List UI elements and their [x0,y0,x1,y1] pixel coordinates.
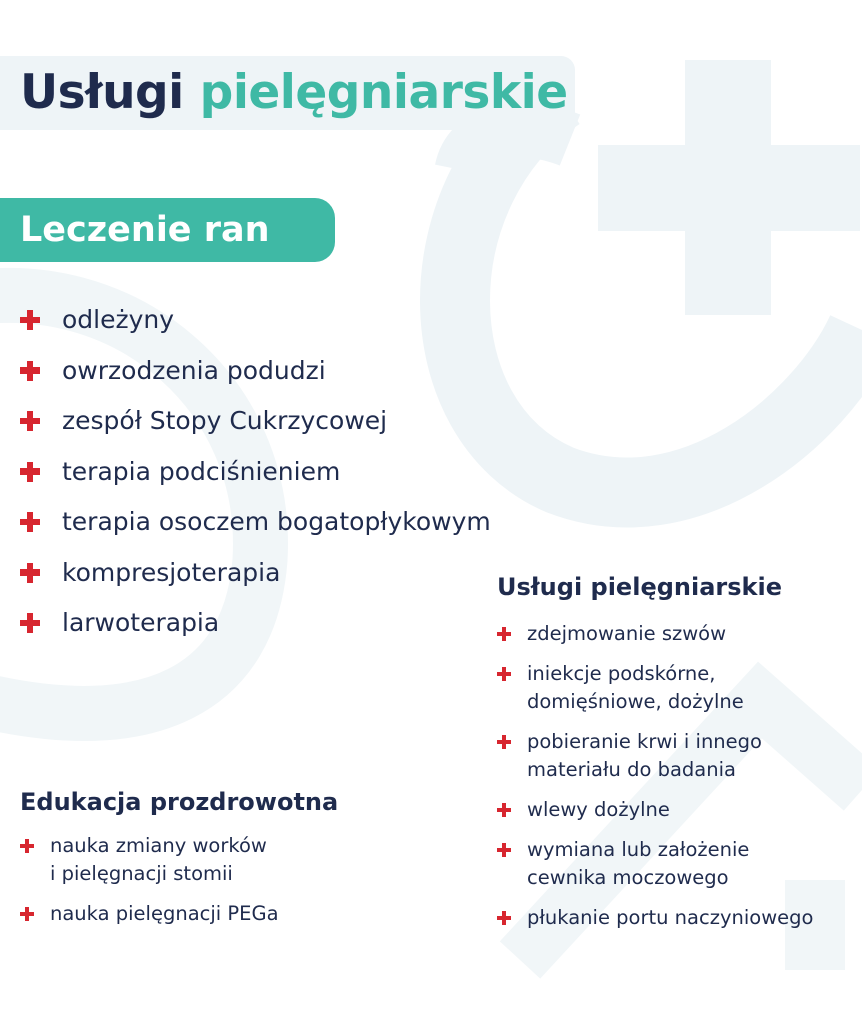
list-item [497,620,813,648]
list-item-label-line-2: cewnika moczowego [527,866,729,889]
list-item-label: larwoterapia [62,608,220,637]
list-item [497,660,813,716]
list-item [497,836,813,892]
medical-cross-icon-bar [598,145,860,231]
red-cross-icon [497,627,511,641]
wound-care-heading-pill [0,198,335,262]
health-education-heading: Edukacja prozdrowotna [20,788,339,816]
red-cross-icon [497,843,511,857]
list-item-label: płukanie portu naczyniowego [527,906,814,929]
list-item [18,401,491,452]
list-item [18,502,491,553]
list-item-label: zdejmowanie szwów [527,622,727,645]
list-item-label: nauka zmiany worków [50,834,267,857]
list-item-label: terapia podciśnieniem [62,456,341,486]
list-item-label: terapia osoczem bogatopłykowym [62,507,491,536]
nursing-services-heading: Usługi pielęgniarskie [497,573,782,601]
list-item-label-line-2: i pielęgnacji stomii [50,862,233,885]
title-part-1: Usługi [20,65,184,120]
list-item-label: iniekcje podskórne, [527,662,716,685]
list-item [497,728,813,784]
list-item-label: nauka pielęgnacji PEGa [50,902,279,925]
red-cross-icon [20,613,40,633]
list-item [18,351,491,402]
red-cross-icon [20,411,40,431]
list-item [18,603,491,654]
list-item [18,553,491,604]
red-cross-icon [20,462,40,482]
list-item-label-line-2: materiału do badania [527,758,736,781]
wound-care-list [18,300,491,654]
list-item-label: wlewy dożylne [527,798,670,821]
list-item-label: wymiana lub założenie [527,838,750,861]
red-cross-icon [20,512,40,532]
list-item-label: kompresjoterapia [62,557,281,587]
list-item [20,832,279,888]
wound-care-heading: Leczenie ran [20,210,270,250]
red-cross-icon [20,563,40,583]
red-cross-icon [20,361,40,381]
title-part-2: pielęgniarskie [199,65,568,120]
red-cross-icon [497,911,511,925]
list-item-label: zespół Stopy Cukrzycowej [62,406,388,435]
list-item [18,452,491,503]
red-cross-icon [20,907,34,921]
list-item-label: owrzodzenia podudzi [62,355,326,385]
red-cross-icon [20,839,34,853]
list-item [497,904,813,932]
red-cross-icon [497,803,511,817]
list-item-label-line-2: domięśniowe, dożylne [527,690,744,713]
list-item [497,796,813,824]
nursing-services-list [497,620,813,944]
red-cross-icon [20,310,40,330]
red-cross-icon [497,667,511,681]
list-item-label: odleżyny [62,305,175,334]
page-title [20,58,568,128]
list-item-label: pobieranie krwi i innego [527,730,762,753]
list-item [18,300,491,351]
red-cross-icon [497,735,511,749]
list-item [20,900,279,928]
health-education-list [20,832,279,940]
